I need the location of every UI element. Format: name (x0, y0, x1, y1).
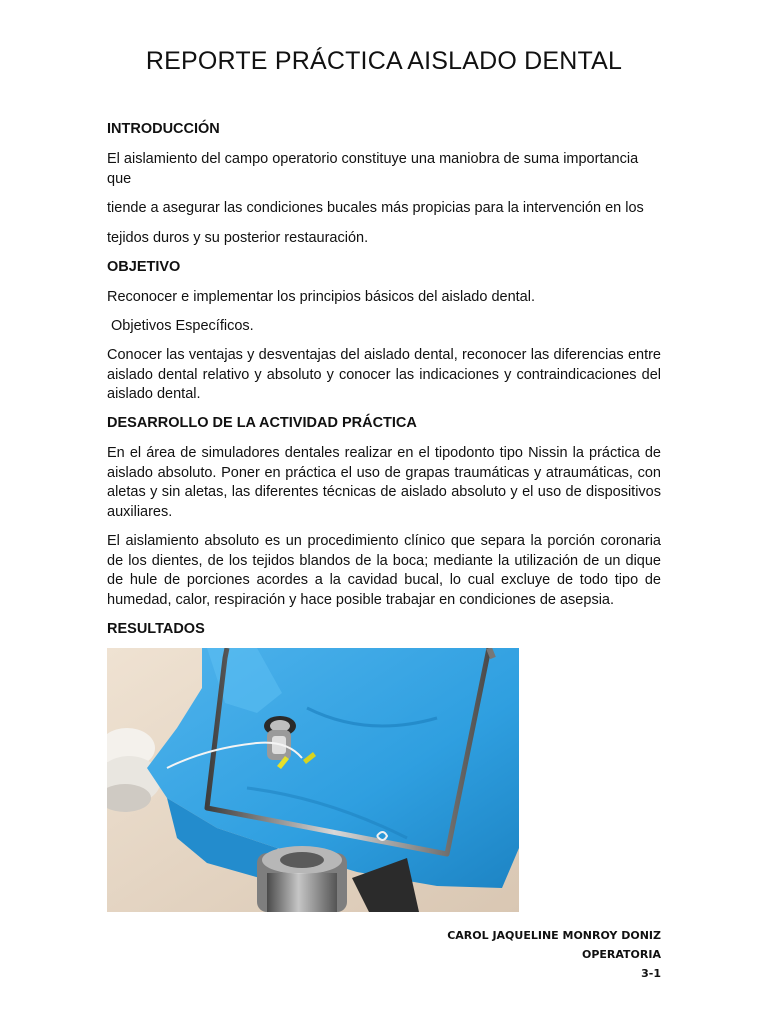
footer-group: 3-1 (641, 967, 661, 980)
footer-author: CAROL JAQUELINE MONROY DONIZ (447, 929, 661, 942)
intro-line-3: tejidos duros y su posterior restauración. (107, 230, 369, 246)
document-title: REPORTE PRÁCTICA AISLADO DENTAL (145, 47, 623, 75)
objective-text: Reconocer e implementar los principios básicos del aislado dental. (107, 289, 535, 305)
objective-heading: OBJETIVO (107, 259, 181, 275)
development-paragraph-1: En el área de simuladores dentales realizar en el tipodonto tipo Nissin la práctica de aislado absoluto. Poner en práctica el uso de grapas traumáticas y atraumáticas, con aletas y sin aletas, las diferentes técnicas de aislado absoluto y el uso de dispositivos auxiliares. (107, 445, 661, 520)
development-heading: DESARROLLO DE LA ACTIVIDAD PRÁCTICA (107, 415, 417, 431)
intro-line-1: El aislamiento del campo operatorio constituye una maniobra de suma importancia (107, 151, 639, 167)
intro-heading: INTRODUCCIÓN (107, 121, 220, 137)
development-paragraph-2: El aislamiento absoluto es un procedimiento clínico que separa la porción coronaria de los dientes, de los tejidos blandos de la boca; mediante la utilización de un dique de hule de porciones acordes a la cavidad bucal, lo cual excluye de todo tipo de humedad, calor, respiración y hace posible trabajar en condiciones de asepsia. (107, 533, 661, 608)
intro-line-1b: que (107, 171, 132, 187)
results-heading: RESULTADOS (107, 621, 205, 637)
specific-objectives-text: Conocer las ventajas y desventajas del aislado dental, reconocer las diferencias entre aislado dental relativo y absoluto y conocer las indicaciones y contraindicaciones del aislado dental. (107, 347, 661, 402)
specific-objectives-label: Objetivos Específicos. (107, 318, 254, 334)
results-photo (107, 648, 519, 912)
intro-line-2: tiende a asegurar las condiciones bucales más propicias para la intervención en los (107, 200, 644, 216)
rubber-dam-photo-illustration (107, 648, 519, 912)
footer-subject: OPERATORIA (582, 948, 661, 961)
